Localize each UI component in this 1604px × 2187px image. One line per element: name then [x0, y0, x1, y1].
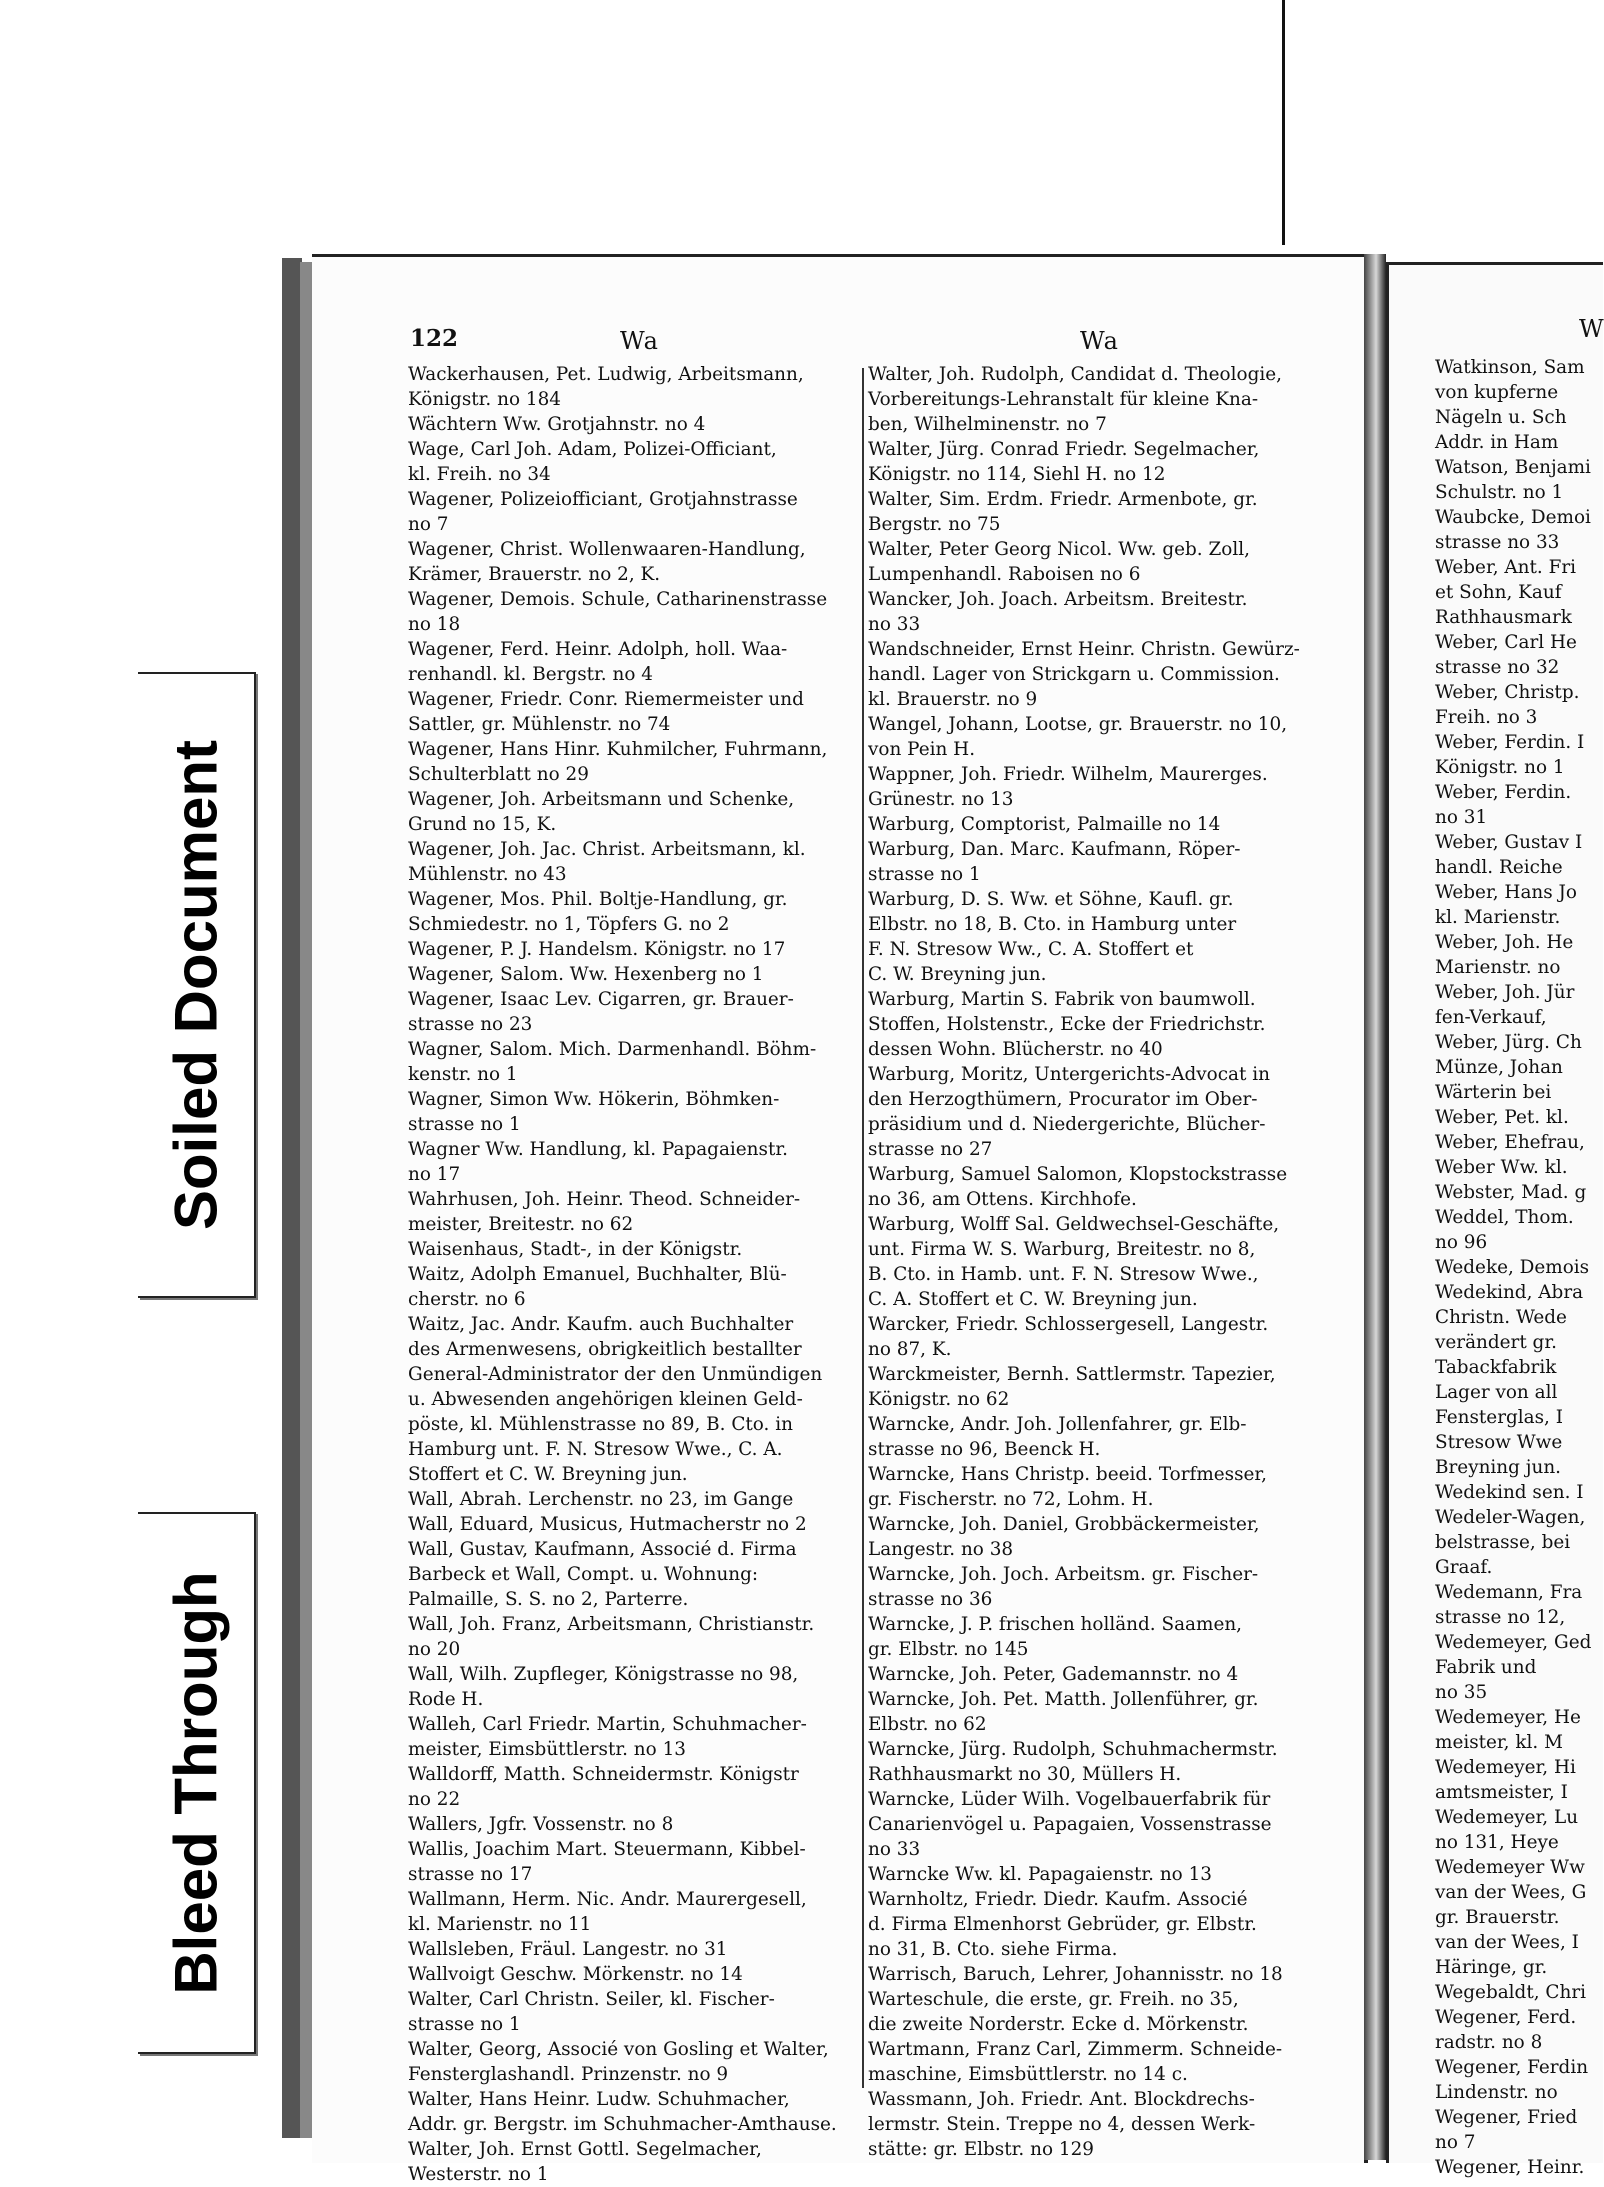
directory-entry-line: Fensterglas, I [1435, 1407, 1563, 1428]
directory-entry-line: Schulstr. no 1 [1435, 482, 1564, 503]
directory-entry-line: Häringe, gr. [1435, 1957, 1548, 1978]
directory-entry-line: strasse no 33 [1435, 532, 1560, 553]
directory-entry-line: Wedekind, Abra [1435, 1282, 1584, 1303]
directory-entry-line: cherstr. no 6 [408, 1289, 526, 1310]
directory-entry-line: kl. Brauerstr. no 9 [868, 689, 1038, 710]
directory-entry-line: Hamburg unt. F. N. Stresow Wwe., C. A. [408, 1439, 783, 1460]
directory-entry-line: Wagener, Ferd. Heinr. Adolph, holl. Waa- [408, 639, 788, 660]
directory-entry-line: Walter, Hans Heinr. Ludw. Schuhmacher, [408, 2089, 790, 2110]
directory-entry-line: die zweite Norderstr. Ecke d. Mörkenstr. [868, 2014, 1249, 2035]
directory-entry-line: Wagener, Christ. Wollenwaaren-Handlung, [408, 539, 806, 560]
directory-entry-line: Graaf. [1435, 1557, 1493, 1578]
directory-entry-line: Elbstr. no 62 [868, 1714, 987, 1735]
directory-entry-line: Wegener, Fried [1435, 2107, 1578, 2128]
directory-entry-line: gr. Fischerstr. no 72, Lohm. H. [868, 1489, 1154, 1510]
directory-entry-line: no 33 [868, 614, 921, 635]
directory-entry-line: meister, Breitestr. no 62 [408, 1214, 634, 1235]
directory-entry-line: Warburg, Martin S. Fabrik von baumwoll. [868, 989, 1256, 1010]
directory-entry-line: Warckmeister, Bernh. Sattlermstr. Tapezier, [868, 1364, 1276, 1385]
directory-entry-line: Weber, Ferdin. [1435, 782, 1572, 803]
directory-entry-line: Mühlenstr. no 43 [408, 864, 567, 885]
directory-entry-line: Warncke, Jürg. Rudolph, Schuhmachermstr. [868, 1739, 1278, 1760]
directory-entry-line: Warburg, Samuel Salomon, Klopstockstrasse [868, 1164, 1288, 1185]
directory-entry-line: Freih. no 3 [1435, 707, 1538, 728]
directory-entry-line: strasse no 32 [1435, 657, 1560, 678]
directory-entry-line: Wallis, Joachim Mart. Steuermann, Kibbel- [408, 1839, 806, 1860]
directory-entry-line: van der Wees, I [1435, 1932, 1579, 1953]
directory-entry-line: Warncke, Lüder Wilh. Vogelbauerfabrik für [868, 1789, 1271, 1810]
directory-entry-line: strasse no 1 [408, 1114, 521, 1135]
directory-entry-line: gr. Elbstr. no 145 [868, 1639, 1029, 1660]
directory-entry-line: Waisenhaus, Stadt-, in der Königstr. [408, 1239, 743, 1260]
directory-entry-line: kl. Marienstr. [1435, 907, 1561, 928]
directory-entry-line: Warncke, J. P. frischen holländ. Saamen, [868, 1614, 1243, 1635]
directory-entry-line: Weber, Gustav I [1435, 832, 1583, 853]
directory-entry-line: Weber, Hans Jo [1435, 882, 1577, 903]
directory-entry-line: no 35 [1435, 1682, 1488, 1703]
directory-entry-line: Wagener, Salom. Ww. Hexenberg no 1 [408, 964, 764, 985]
directory-entry-line: amtsmeister, I [1435, 1782, 1568, 1803]
directory-entry-line: u. Abwesenden angehörigen kleinen Geld- [408, 1389, 803, 1410]
directory-column-left [408, 362, 858, 2187]
directory-entry-line: strasse no 27 [868, 1139, 993, 1160]
directory-entry-line: C. A. Stoffert et C. W. Breyning jun. [868, 1289, 1198, 1310]
directory-entry-line: maschine, Eimsbüttlerstr. no 14 c. [868, 2064, 1188, 2085]
directory-entry-line: Nägeln u. Sch [1435, 407, 1567, 428]
directory-entry-line: Königstr. no 1 [1435, 757, 1565, 778]
directory-entry-line: no 22 [408, 1789, 461, 1810]
running-header-left: Wa [620, 327, 659, 355]
directory-entry-line: B. Cto. in Hamb. unt. F. N. Stresow Wwe., [868, 1264, 1259, 1285]
directory-entry-line: F. N. Stresow Ww., C. A. Stoffert et [868, 939, 1194, 960]
directory-entry-line: Königstr. no 114, Siehl H. no 12 [868, 464, 1166, 485]
directory-entry-line: Wancker, Joh. Joach. Arbeitsm. Breitestr. [868, 589, 1248, 610]
directory-entry-line: Walter, Joh. Rudolph, Candidat d. Theologie, [868, 364, 1282, 385]
directory-entry-line: d. Firma Elmenhorst Gebrüder, gr. Elbstr. [868, 1914, 1257, 1935]
directory-entry-line: Wedemeyer, He [1435, 1707, 1581, 1728]
directory-entry-line: Waitz, Jac. Andr. Kaufm. auch Buchhalter [408, 1314, 794, 1335]
directory-entry-line: Wegener, Ferdin [1435, 2057, 1589, 2078]
directory-entry-line: Stresow Wwe [1435, 1432, 1563, 1453]
directory-entry-line: kl. Marienstr. no 11 [408, 1914, 592, 1935]
directory-entry-line: no 31, B. Cto. siehe Firma. [868, 1939, 1118, 1960]
directory-entry-line: Wedekind sen. I [1435, 1482, 1584, 1503]
directory-entry-line: no 7 [1435, 2132, 1476, 2153]
book-edge-inner [300, 262, 312, 2138]
directory-entry-line: Warburg, Wolff Sal. Geldwechsel-Geschäfte, [868, 1214, 1280, 1235]
directory-entry-line: Wallsleben, Fräul. Langestr. no 31 [408, 1939, 728, 1960]
directory-entry-line: et Sohn, Kauf [1435, 582, 1562, 603]
directory-entry-line: Wedemeyer, Ged [1435, 1632, 1592, 1653]
directory-entry-line: Walter, Carl Christn. Seiler, kl. Fischer- [408, 1989, 775, 2010]
directory-entry-line: renhandl. kl. Bergstr. no 4 [408, 664, 653, 685]
next-page [1386, 262, 1604, 2178]
directory-entry-line: strasse no 36 [868, 1589, 993, 1610]
directory-entry-line: Wächtern Ww. Grotjahnstr. no 4 [408, 414, 706, 435]
book-gutter [1364, 254, 1386, 2160]
directory-entry-line: no 7 [408, 514, 449, 535]
directory-entry-line: Weber, Jürg. Ch [1435, 1032, 1582, 1053]
directory-entry-line: C. W. Breyning jun. [868, 964, 1047, 985]
page-number: 122 [410, 325, 459, 352]
directory-entry-line: Warncke Ww. kl. Papagaienstr. no 13 [868, 1864, 1212, 1885]
directory-entry-line: gr. Brauerstr. [1435, 1907, 1560, 1928]
directory-entry-line: Wall, Joh. Franz, Arbeitsmann, Christianstr. [408, 1614, 815, 1635]
directory-entry-line: Walter, Georg, Associé von Gosling et Walter, [408, 2039, 829, 2060]
directory-entry-line: Wall, Gustav, Kaufmann, Associé d. Firma [408, 1539, 797, 1560]
bleed-through-tab [138, 1512, 256, 2054]
directory-entry-line: Weddel, Thom. [1435, 1207, 1574, 1228]
directory-entry-line: kenstr. no 1 [408, 1064, 518, 1085]
directory-entry-line: Warburg, Dan. Marc. Kaufmann, Röper- [868, 839, 1241, 860]
directory-entry-line: Grünestr. no 13 [868, 789, 1014, 810]
directory-entry-line: Wassmann, Joh. Friedr. Ant. Blockdrechs- [868, 2089, 1255, 2110]
directory-entry-line: Addr. in Ham [1435, 432, 1559, 453]
directory-entry-line: stätte: gr. Elbstr. no 129 [868, 2139, 1094, 2160]
directory-entry-line: Wagener, Joh. Jac. Christ. Arbeitsmann, kl. [408, 839, 806, 860]
directory-entry-line: dessen Wohn. Blücherstr. no 40 [868, 1039, 1163, 1060]
directory-entry-line: Walter, Jürg. Conrad Friedr. Segelmacher, [868, 439, 1260, 460]
directory-entry-line: Waitz, Adolph Emanuel, Buchhalter, Blü- [408, 1264, 787, 1285]
directory-entry-line: Wangel, Johann, Lootse, gr. Brauerstr. no 10, [868, 714, 1288, 735]
directory-entry-line: fen-Verkauf, [1435, 1007, 1547, 1028]
directory-entry-line: Wagner Ww. Handlung, kl. Papagaienstr. [408, 1139, 788, 1160]
directory-entry-line: unt. Firma W. S. Warburg, Breitestr. no 8, [868, 1239, 1256, 1260]
directory-entry-line: von Pein H. [868, 739, 976, 760]
directory-entry-line: Vorbereitungs-Lehranstalt für kleine Kna- [868, 389, 1259, 410]
directory-entry-line: Rathhausmarkt no 30, Müllers H. [868, 1764, 1182, 1785]
directory-entry-line: Marienstr. no [1435, 957, 1561, 978]
book-edge [282, 258, 302, 2138]
directory-entry-line: Walter, Joh. Ernst Gottl. Segelmacher, [408, 2139, 762, 2160]
directory-entry-line: strasse no 17 [408, 1864, 533, 1885]
directory-entry-line: kl. Freih. no 34 [408, 464, 551, 485]
directory-entry-line: no 33 [868, 1839, 921, 1860]
directory-entry-line: Wagener, Polizeiofficiant, Grotjahnstrasse [408, 489, 798, 510]
directory-entry-line: Wärterin bei [1435, 1082, 1552, 1103]
directory-entry-line: Weber, Christp. [1435, 682, 1580, 703]
directory-entry-line: Canarienvögel u. Papagaien, Vossenstrasse [868, 1814, 1272, 1835]
directory-entry-line: Warrisch, Baruch, Lehrer, Johannisstr. no 18 [868, 1964, 1283, 1985]
directory-entry-line: lermstr. Stein. Treppe no 4, dessen Werk- [868, 2114, 1256, 2135]
directory-entry-line: Warncke, Joh. Peter, Gademannstr. no 4 [868, 1664, 1239, 1685]
directory-entry-line: Langestr. no 38 [868, 1539, 1014, 1560]
directory-entry-line: Warncke, Andr. Joh. Jollenfahrer, gr. Elb- [868, 1414, 1247, 1435]
directory-entry-line: no 96 [1435, 1232, 1488, 1253]
directory-entry-line: Warncke, Joh. Pet. Matth. Jollenführer, gr. [868, 1689, 1259, 1710]
directory-entry-line: Lumpenhandl. Raboisen no 6 [868, 564, 1141, 585]
directory-entry-line: Addr. gr. Bergstr. im Schuhmacher-Amthause. [408, 2114, 837, 2135]
top-edge-line [1282, 0, 1285, 245]
directory-entry-line: strasse no 96, Beenck H. [868, 1439, 1101, 1460]
directory-entry-line: no 87, K. [868, 1339, 952, 1360]
directory-entry-line: von kupferne [1435, 382, 1559, 403]
directory-entry-line: handl. Lager von Strickgarn u. Commission. [868, 664, 1280, 685]
directory-entry-line: Warteschule, die erste, gr. Freih. no 35, [868, 1989, 1239, 2010]
directory-entry-line: Wegener, Ferd. [1435, 2007, 1577, 2028]
directory-entry-line: Webster, Mad. g [1435, 1182, 1587, 1203]
directory-entry-line: Wedeler-Wagen, [1435, 1507, 1586, 1528]
directory-entry-line: Lindenstr. no [1435, 2082, 1558, 2103]
directory-entry-line: meister, kl. M [1435, 1732, 1563, 1753]
directory-entry-line: Wagener, Isaac Lev. Cigarren, gr. Brauer- [408, 989, 794, 1010]
directory-entry-line: Breyning jun. [1435, 1457, 1562, 1478]
directory-entry-line: Warburg, Moritz, Untergerichts-Advocat in [868, 1064, 1270, 1085]
directory-entry-line: Wallmann, Herm. Nic. Andr. Maurergesell, [408, 1889, 807, 1910]
directory-entry-line: Watson, Benjami [1435, 457, 1591, 478]
directory-entry-line: verändert gr. [1435, 1332, 1557, 1353]
directory-entry-line: meister, Eimsbüttlerstr. no 13 [408, 1739, 686, 1760]
directory-entry-line: Weber, Carl He [1435, 632, 1577, 653]
directory-entry-line: Walter, Peter Georg Nicol. Ww. geb. Zoll, [868, 539, 1250, 560]
soiled-document-tab [138, 672, 256, 1298]
directory-entry-line: pöste, kl. Mühlenstrasse no 89, B. Cto. in [408, 1414, 793, 1435]
directory-entry-line: strasse no 1 [868, 864, 981, 885]
directory-entry-line: Warncke, Hans Christp. beeid. Torfmesser, [868, 1464, 1268, 1485]
directory-entry-line: Weber, Ferdin. I [1435, 732, 1585, 753]
directory-entry-line: no 18 [408, 614, 461, 635]
directory-entry-line: Christn. Wede [1435, 1307, 1567, 1328]
directory-entry-line: Wall, Wilh. Zupfleger, Königstrasse no 98, [408, 1664, 799, 1685]
directory-entry-line: Wegener, Heinr. [1435, 2157, 1585, 2178]
directory-entry-line: Wagener, P. J. Handelsm. Königstr. no 17 [408, 939, 786, 960]
directory-entry-line: Elbstr. no 18, B. Cto. in Hamburg unter [868, 914, 1237, 935]
directory-entry-line: Weber, Ant. Fri [1435, 557, 1577, 578]
directory-entry-line: Königstr. no 62 [868, 1389, 1010, 1410]
directory-entry-line: Warncke, Joh. Joch. Arbeitsm. gr. Fischer- [868, 1564, 1259, 1585]
directory-entry-line: Weber, Joh. He [1435, 932, 1574, 953]
directory-entry-line: Wagener, Hans Hinr. Kuhmilcher, Fuhrmann, [408, 739, 828, 760]
directory-entry-line: Lager von all [1435, 1382, 1558, 1403]
directory-entry-line: Wage, Carl Joh. Adam, Polizei-Officiant, [408, 439, 777, 460]
directory-entry-line: Wagener, Demois. Schule, Catharinenstrasse [408, 589, 828, 610]
directory-entry-line: Wagner, Salom. Mich. Darmenhandl. Böhm- [408, 1039, 817, 1060]
directory-entry-line: Walldorff, Matth. Schneidermstr. Königstr [408, 1764, 799, 1785]
directory-entry-line: Warburg, Comptorist, Palmaille no 14 [868, 814, 1221, 835]
directory-entry-line: Wahrhusen, Joh. Heinr. Theod. Schneider- [408, 1189, 801, 1210]
directory-entry-line: Wallvoigt Geschw. Mörkenstr. no 14 [408, 1964, 743, 1985]
directory-entry-line: Wedemeyer, Lu [1435, 1807, 1579, 1828]
directory-entry-line: Warncke, Joh. Daniel, Grobbäckermeister, [868, 1514, 1260, 1535]
directory-entry-line: Warcker, Friedr. Schlossergesell, Langestr. [868, 1314, 1269, 1335]
directory-entry-line: Palmaille, S. S. no 2, Parterre. [408, 1589, 689, 1610]
directory-entry-line: Wappner, Joh. Friedr. Wilhelm, Maurerges. [868, 764, 1268, 785]
directory-entry-line: Königstr. no 184 [408, 389, 561, 410]
directory-entry-line: Wartmann, Franz Carl, Zimmerm. Schneide- [868, 2039, 1283, 2060]
directory-entry-line: Wandschneider, Ernst Heinr. Christn. Gewürz- [868, 639, 1300, 660]
directory-entry-line: Wagner, Simon Ww. Hökerin, Böhmken- [408, 1089, 780, 1110]
directory-entry-line: den Herzogthümern, Procurator im Ober- [868, 1089, 1258, 1110]
directory-entry-line: Wackerhausen, Pet. Ludwig, Arbeitsmann, [408, 364, 804, 385]
directory-entry-line: Watkinson, Sam [1435, 357, 1585, 378]
directory-entry-line: Wegebaldt, Chri [1435, 1982, 1587, 2003]
next-page-header: W [1579, 315, 1604, 343]
directory-entry-line: Wedeke, Demois [1435, 1257, 1590, 1278]
directory-entry-line: Wedemann, Fra [1435, 1582, 1583, 1603]
directory-entry-line: Schulterblatt no 29 [408, 764, 589, 785]
directory-entry-line: Wagener, Mos. Phil. Boltje-Handlung, gr. [408, 889, 788, 910]
directory-entry-line: Schmiedestr. no 1, Töpfers G. no 2 [408, 914, 730, 935]
directory-entry-line: Wagener, Friedr. Conr. Riemermeister und [408, 689, 804, 710]
directory-entry-line: General-Administrator der den Unmündigen [408, 1364, 823, 1385]
directory-entry-line: Wallers, Jgfr. Vossenstr. no 8 [408, 1814, 674, 1835]
directory-entry-line: Grund no 15, K. [408, 814, 557, 835]
directory-entry-line: Krämer, Brauerstr. no 2, K. [408, 564, 661, 585]
column-divider [862, 368, 864, 2088]
directory-entry-line: no 36, am Ottens. Kirchhofe. [868, 1189, 1137, 1210]
directory-entry-line: belstrasse, bei [1435, 1532, 1571, 1553]
directory-entry-line: Wall, Eduard, Musicus, Hutmacherstr no 2 [408, 1514, 807, 1535]
bleed-through-label: Bleed Through [162, 1571, 230, 1995]
running-header-right: Wa [1080, 327, 1119, 355]
directory-entry-line: Stoffert et C. W. Breyning jun. [408, 1464, 688, 1485]
directory-entry-line: Wedemeyer Ww [1435, 1857, 1585, 1878]
directory-entry-line: Fensterglashandl. Prinzenstr. no 9 [408, 2064, 729, 2085]
directory-entry-line: Münze, Johan [1435, 1057, 1563, 1078]
directory-entry-line: Wall, Abrah. Lerchenstr. no 23, im Gange [408, 1489, 794, 1510]
directory-column-right [868, 362, 1358, 2162]
directory-entry-line: Walleh, Carl Friedr. Martin, Schuhmacher- [408, 1714, 807, 1735]
directory-entry-line: Weber Ww. kl. [1435, 1157, 1568, 1178]
directory-entry-line: Sattler, gr. Mühlenstr. no 74 [408, 714, 671, 735]
directory-entry-line: Rathhausmark [1435, 607, 1572, 628]
directory-entry-line: Weber, Pet. kl. [1435, 1107, 1569, 1128]
directory-entry-line: präsidium und d. Niedergerichte, Blücher- [868, 1114, 1266, 1135]
directory-entry-line: Warnholtz, Friedr. Diedr. Kaufm. Associé [868, 1889, 1248, 1910]
directory-entry-line: Westerstr. no 1 [408, 2164, 549, 2185]
directory-entry-line: Bergstr. no 75 [868, 514, 1001, 535]
directory-entry-line: strasse no 12, [1435, 1607, 1566, 1628]
directory-entry-line: handl. Reiche [1435, 857, 1563, 878]
directory-entry-line: Tabackfabrik [1435, 1357, 1557, 1378]
directory-entry-line: Rode H. [408, 1689, 484, 1710]
directory-entry-line: Weber, Ehefrau, [1435, 1132, 1585, 1153]
directory-entry-line: no 131, Heye [1435, 1832, 1559, 1853]
directory-entry-line: des Armenwesens, obrigkeitlich bestallter [408, 1339, 802, 1360]
directory-entry-line: Fabrik und [1435, 1657, 1537, 1678]
directory-entry-line: strasse no 23 [408, 1014, 533, 1035]
directory-entry-line: Barbeck et Wall, Compt. u. Wohnung: [408, 1564, 759, 1585]
directory-entry-line: strasse no 1 [408, 2014, 521, 2035]
directory-entry-line: Weber, Joh. Jür [1435, 982, 1575, 1003]
directory-column-next-page [1435, 355, 1591, 2180]
directory-entry-line: no 17 [408, 1164, 461, 1185]
directory-entry-line: no 31 [1435, 807, 1488, 828]
directory-entry-line: Wagener, Joh. Arbeitsmann und Schenke, [408, 789, 795, 810]
directory-entry-line: Waubcke, Demoi [1435, 507, 1591, 528]
directory-entry-line: Walter, Sim. Erdm. Friedr. Armenbote, gr. [868, 489, 1258, 510]
directory-entry-line: no 20 [408, 1639, 461, 1660]
directory-entry-line: Warburg, D. S. Ww. et Söhne, Kaufl. gr. [868, 889, 1234, 910]
directory-entry-line: Wedemeyer, Hi [1435, 1757, 1576, 1778]
directory-entry-line: ben, Wilhelminenstr. no 7 [868, 414, 1107, 435]
directory-entry-line: radstr. no 8 [1435, 2032, 1543, 2053]
soiled-document-label: Soiled Document [162, 739, 230, 1231]
directory-entry-line: Stoffen, Holstenstr., Ecke der Friedrichstr. [868, 1014, 1266, 1035]
directory-entry-line: van der Wees, G [1435, 1882, 1587, 1903]
